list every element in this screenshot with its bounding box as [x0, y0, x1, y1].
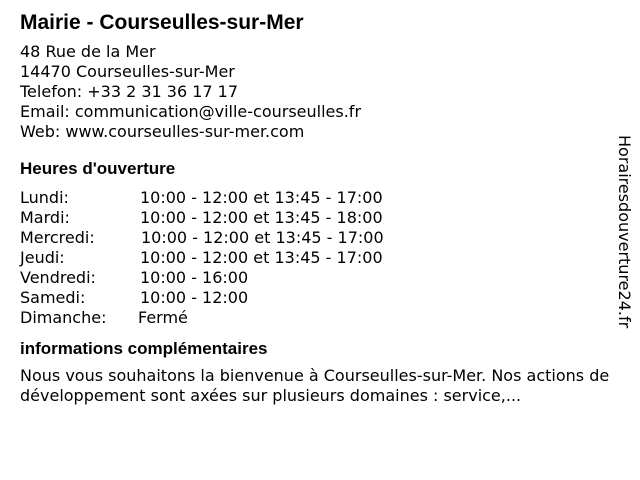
hours-table: [20, 188, 610, 328]
hours-row-samedi: [20, 288, 610, 308]
hours-row-jeudi: [20, 248, 610, 268]
hours-row-mardi: [20, 208, 610, 228]
day-label: Mercredi:: [20, 228, 95, 247]
day-label: Dimanche:: [20, 308, 107, 327]
time-value: 10:00 - 12:00 et 13:45 - 17:00: [140, 248, 383, 267]
time-value: 10:00 - 12:00: [140, 288, 249, 307]
time-value: 10:00 - 12:00 et 13:45 - 18:00: [140, 208, 383, 227]
time-value: 10:00 - 12:00 et 13:45 - 17:00: [140, 188, 383, 207]
city-address: 14470 Courseulles-sur-Mer: [20, 62, 235, 81]
hours-heading: Heures d'ouverture: [20, 159, 176, 178]
opening-hours-card: [20, 10, 610, 406]
time-value: Fermé: [138, 308, 188, 327]
info-description: Nous vous souhaitons la bienvenue à Courseulles-sur-Mer. Nos actions de développement sont axées sur plusieurs domaines : service,...: [20, 366, 610, 405]
hours-row-lundi: [20, 188, 610, 208]
day-label: Samedi:: [20, 288, 86, 307]
website-address: Web: www.courseulles-sur-mer.com: [20, 122, 305, 141]
street-address: 48 Rue de la Mer: [20, 42, 156, 61]
time-value: 10:00 - 16:00: [140, 268, 249, 287]
page-title: Mairie - Courseulles-sur-Mer: [20, 11, 304, 34]
day-label: Vendredi:: [20, 268, 96, 287]
day-label: Lundi:: [20, 188, 69, 207]
time-value: 10:00 - 12:00 et 13:45 - 17:00: [141, 228, 384, 247]
info-heading: informations complémentaires: [20, 339, 268, 358]
phone-number: Telefon: +33 2 31 36 17 17: [20, 82, 239, 101]
day-label: Jeudi:: [20, 248, 65, 267]
day-label: Mardi:: [20, 208, 70, 227]
hours-row-dimanche: [20, 308, 610, 328]
address-block: [20, 42, 610, 142]
hours-row-mercredi: [20, 228, 610, 248]
hours-row-vendredi: [20, 268, 610, 288]
email-address: Email: communication@ville-courseulles.fr: [20, 102, 362, 121]
brand-watermark: Horairesdouverture24.fr: [615, 135, 634, 329]
